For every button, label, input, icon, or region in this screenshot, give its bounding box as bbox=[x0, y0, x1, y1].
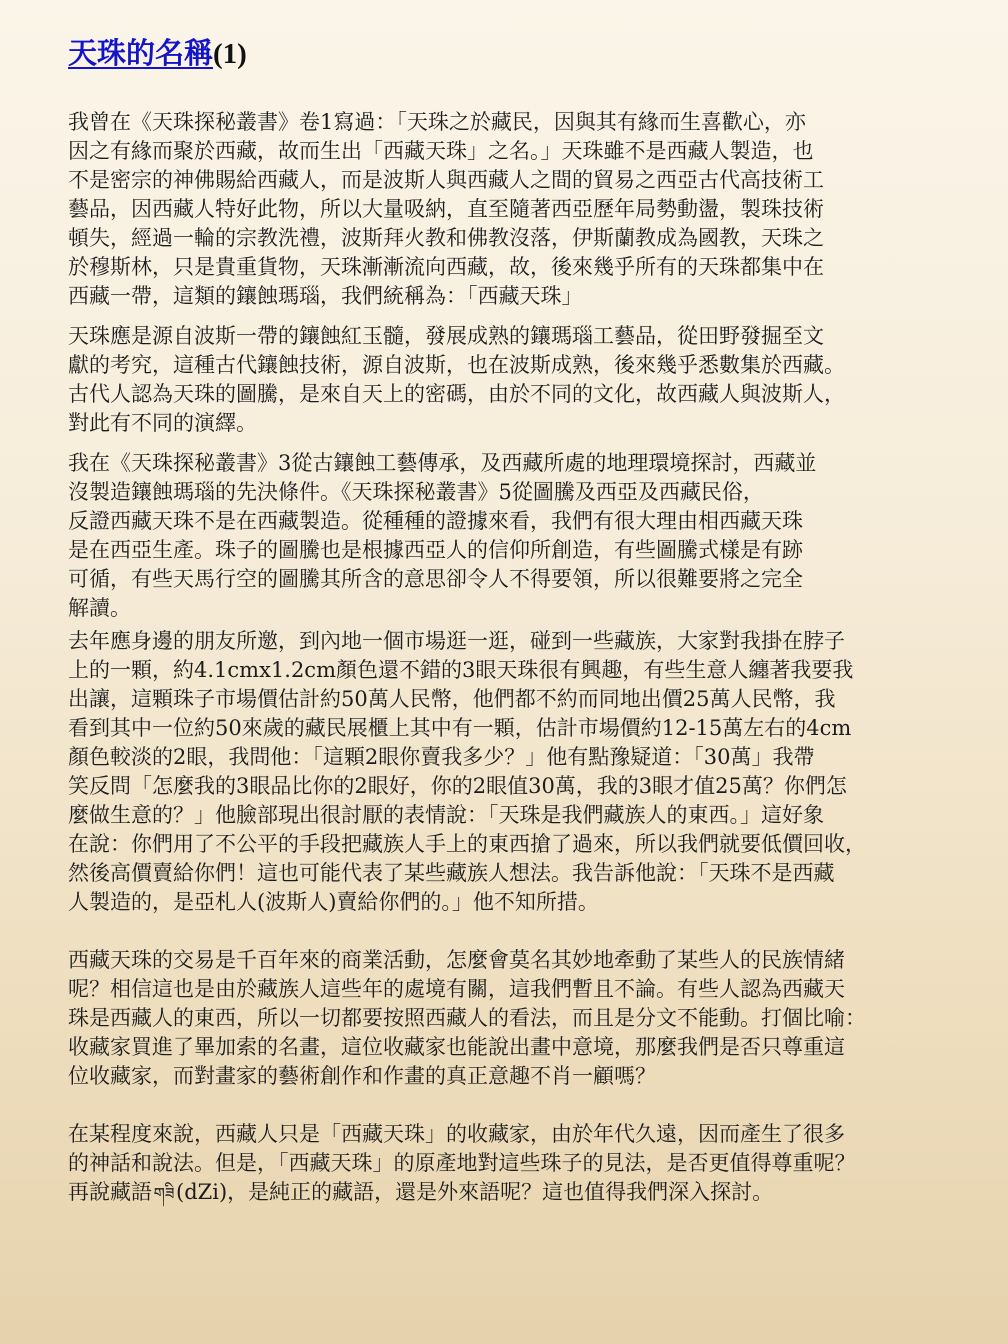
title-link[interactable]: 天珠的名稱 bbox=[68, 38, 214, 70]
text-line: 對此有不同的演繹。 bbox=[68, 411, 257, 435]
text-line: 古代人認為天珠的圖騰，是來自天上的密碼，由於不同的文化，故西藏人與波斯人， bbox=[68, 382, 845, 406]
text-fragment: 再說藏語 bbox=[68, 1180, 152, 1204]
text-line: 因之有緣而聚於西藏，故而生出「西藏天珠」之名。」天珠雖不是西藏人製造，也 bbox=[68, 139, 814, 163]
tibetan-word: གཟི bbox=[153, 1184, 175, 1203]
title-part-number: (1) bbox=[213, 38, 247, 70]
text-line: 我在《天珠探秘叢書》3從古鑲蝕工藝傳承，及西藏所處的地理環境探討，西藏並 bbox=[68, 451, 817, 475]
text-line: 解讀。 bbox=[68, 596, 131, 620]
text-line: 可循，有些天馬行空的圖騰其所含的意思卻令人不得要領，所以很難要將之完全 bbox=[68, 567, 803, 591]
text-line: 呢？相信這也是由於藏族人這些年的處境有關，這我們暫且不論。有些人認為西藏天 bbox=[68, 977, 845, 1001]
document-page bbox=[68, 34, 983, 1207]
text-line: 出讓，這顆珠子市場價估計約50萬人民幣，他們都不約而同地出價25萬人民幣，我 bbox=[68, 687, 836, 711]
text-line: 反證西藏天珠不是在西藏製造。從種種的證據來看，我們有很大理由相西藏天珠 bbox=[68, 509, 803, 533]
text-line: 的神話和說法。但是，「西藏天珠」的原產地對這些珠子的見法，是否更值得尊重呢？ bbox=[68, 1151, 856, 1175]
text-line: 人製造的，是亞札人(波斯人)賣給你們的。」他不知所措。 bbox=[68, 890, 599, 914]
text-line: 我曾在《天珠探秘叢書》卷1寫過：「天珠之於藏民，因與其有緣而生喜歡心，亦 bbox=[68, 110, 806, 134]
text-line: 收藏家買進了畢加索的名畫，這位收藏家也能說出畫中意境，那麼我們是否只尊重這 bbox=[68, 1035, 845, 1059]
text-line: 珠是西藏人的東西，所以一切都要按照西藏人的看法，而且是分文不能動。打個比喻： bbox=[68, 1006, 866, 1030]
text-line: 是在西亞生產。珠子的圖騰也是根據西亞人的信仰所創造，有些圖騰式樣是有跡 bbox=[68, 538, 803, 562]
page-title bbox=[68, 34, 983, 74]
paragraph-5 bbox=[68, 946, 983, 1091]
text-line: 麼做生意的？」他臉部現出很討厭的表情說：「天珠是我們藏族人的東西。」這好象 bbox=[68, 803, 824, 827]
text-line: 位收藏家，而對畫家的藝術創作和作畫的真正意趣不肖一顧嗎？ bbox=[68, 1064, 656, 1088]
text-line: 上的一顆，約4.1cmx1.2cm顏色還不錯的3眼天珠很有興趣，有些生意人纏著我要我 bbox=[68, 658, 854, 682]
text-line: 藝品，因西藏人特好此物，所以大量吸納，直至隨著西亞歷年局勢動盪，製珠技術 bbox=[68, 197, 824, 221]
text-line: 西藏天珠的交易是千百年來的商業活動，怎麼會莫名其妙地牽動了某些人的民族情緒 bbox=[68, 948, 845, 972]
paragraph-3 bbox=[68, 449, 983, 623]
text-line-with-tibetan bbox=[68, 1178, 983, 1207]
paragraph-4 bbox=[68, 627, 983, 917]
paragraph-1 bbox=[68, 108, 983, 311]
text-line: 天珠應是源自波斯一帶的鑲蝕紅玉髓，發展成熟的鑲瑪瑙工藝品，從田野發掘至文 bbox=[68, 324, 824, 348]
text-line: 西藏一帶，這類的鑲蝕瑪瑙，我們統稱為：「西藏天珠」 bbox=[68, 284, 583, 308]
text-line: 笑反問「怎麼我的3眼品比你的2眼好，你的2眼值30萬，我的3眼才值25萬？你們怎 bbox=[68, 774, 847, 798]
text-line: 在某程度來說，西藏人只是「西藏天珠」的收藏家，由於年代久遠，因而產生了很多 bbox=[68, 1122, 845, 1146]
text-line: 不是密宗的神佛賜給西藏人，而是波斯人與西藏人之間的貿易之西亞古代高技術工 bbox=[68, 168, 824, 192]
text-line: 獻的考究，這種古代鑲蝕技術，源自波斯，也在波斯成熟，後來幾乎悉數集於西藏。 bbox=[68, 353, 845, 377]
text-line: 沒製造鑲蝕瑪瑙的先決條件。《天珠探秘叢書》5從圖騰及西亞及西藏民俗， bbox=[68, 480, 764, 504]
text-line: 頓失，經過一輪的宗教洗禮，波斯拜火教和佛教沒落，伊斯蘭教成為國教，天珠之 bbox=[68, 226, 824, 250]
text-line: 於穆斯林，只是貴重貨物，天珠漸漸流向西藏，故，後來幾乎所有的天珠都集中在 bbox=[68, 255, 824, 279]
text-fragment: (dZi)，是純正的藏語，還是外來語呢？這也值得我們深入探討。 bbox=[176, 1180, 774, 1204]
text-line: 顏色較淡的2眼，我問他：「這顆2眼你賣我多少？」他有點豫疑道：「30萬」我帶 bbox=[68, 745, 815, 769]
paragraph-2 bbox=[68, 322, 983, 438]
text-line: 去年應身邊的朋友所邀，到內地一個市場逛一逛，碰到一些藏族，大家對我掛在脖子 bbox=[68, 629, 845, 653]
text-line: 在說：你們用了不公平的手段把藏族人手上的東西搶了過來，所以我們就要低價回收， bbox=[68, 832, 866, 856]
text-line: 然後高價賣給你們！這也可能代表了某些藏族人想法。我告訴他說：「天珠不是西藏 bbox=[68, 861, 835, 885]
text-line: 看到其中一位約50來歲的藏民展櫃上其中有一顆，估計市場價約12-15萬左右的4cm bbox=[68, 716, 852, 740]
paragraph-6 bbox=[68, 1120, 983, 1207]
